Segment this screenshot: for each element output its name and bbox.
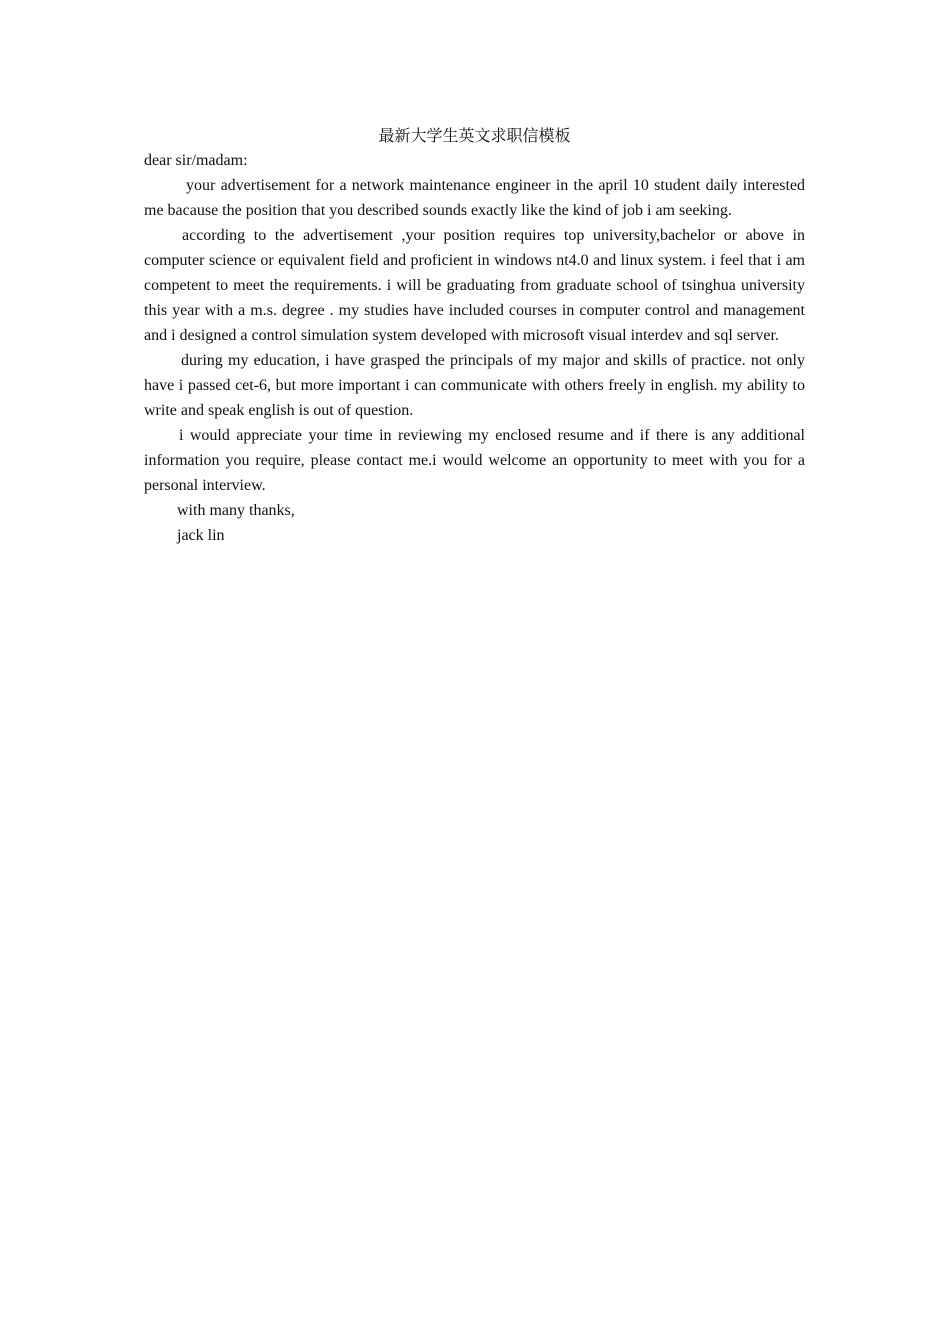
signature: jack lin [177,527,225,544]
document-page [144,123,805,548]
document-title: 最新大学生英文求职信模板 [378,126,571,145]
body-paragraph-3: during my education, i have grasped the principals of my major and skills of practice. not only have i passed cet-6, but more important i can communicate with others freely in english. my ability to write and speak english is out of question. [144,352,805,419]
closing-line: with many thanks, [177,502,295,519]
salutation: dear sir/madam: [144,152,248,169]
body-paragraph-2: according to the advertisement ,your position requires top university,bachelor or above in computer science or equivalent field and proficient in windows nt4.0 and linux system. i feel that i am competent to meet the requirements. i will be graduating from graduate school of tsinghua university this year with a m.s. degree . my studies have included courses in computer control and management and i designed a control simulation system developed with microsoft visual interdev and sql server. [144,227,805,344]
body-paragraph-4: i would appreciate your time in reviewing my enclosed resume and if there is any additional information you require, please contact me.i would welcome an opportunity to meet with you for a personal interview. [144,427,805,494]
body-paragraph-1: your advertisement for a network maintenance engineer in the april 10 student daily interested me bacause the position that you described sounds exactly like the kind of job i am seeking. [144,177,805,219]
